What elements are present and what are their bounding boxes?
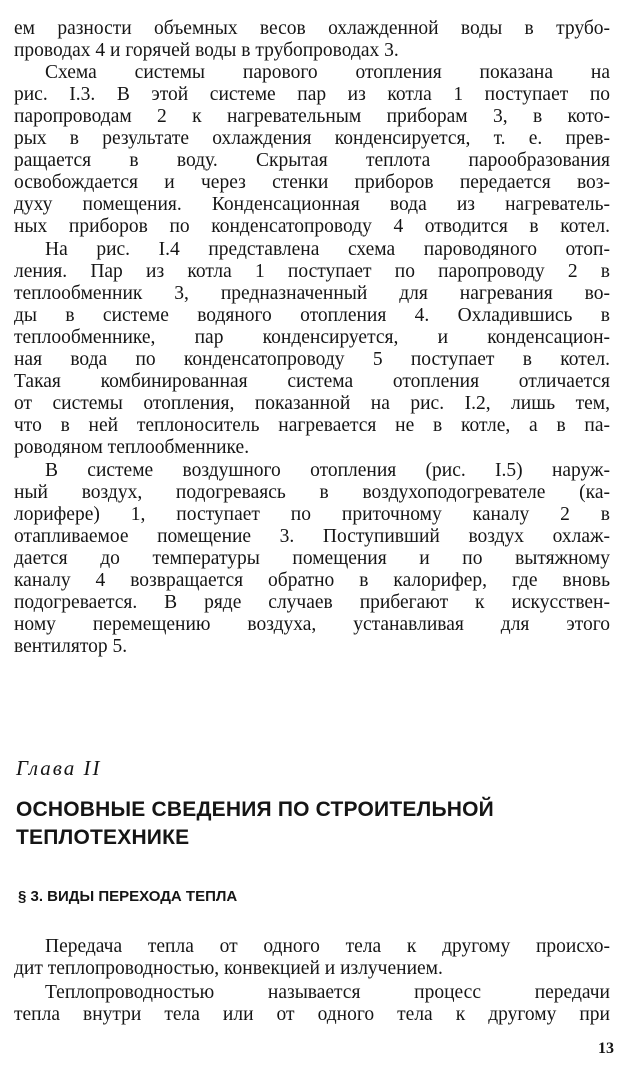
chapter-label: Глава II <box>16 756 102 780</box>
text-line: Теплопроводностью называется процесс передачи <box>45 982 610 1003</box>
text-line: каналу 4 возвращается обратно в калорифер, где вновь <box>14 570 610 591</box>
text-line: что в ней теплоноситель нагревается не в котле, а в па- <box>14 415 610 436</box>
chapter-title: ТЕПЛОТЕХНИКЕ <box>16 826 190 849</box>
text-line: тепла внутри тела или от одного тела к другому при <box>14 1004 610 1025</box>
text-line: ращается в воду. Скрытая теплота парообразования <box>14 150 610 171</box>
text-line: дит теплопроводностью, конвекцией и излучением. <box>14 958 443 979</box>
text-line: проводах 4 и горячей воды в трубопроводах 3. <box>14 40 399 61</box>
text-line: В системе воздушного отопления (рис. I.5) наруж- <box>45 460 610 481</box>
text-line: рых в результате охлаждения конденсируется, т. е. прев- <box>14 128 610 149</box>
text-line: ному перемещению воздуха, устанавливая для этого <box>14 614 610 635</box>
text-line: от системы отопления, показанной на рис. I.2, лишь тем, <box>14 393 610 414</box>
text-line: лорифере) 1, поступает по приточному каналу 2 в <box>14 504 610 525</box>
text-line: ем разности объемных весов охлажденной воды в трубо- <box>14 18 610 39</box>
text-line: освобождается и через стенки приборов передается воз- <box>14 172 610 193</box>
text-line: Такая комбинированная система отопления отличается <box>14 371 610 392</box>
text-line: отапливаемое помещение 3. Поступивший воздух охлаж- <box>14 526 610 547</box>
text-line: теплообменнике, пар конденсируется, и конденсацион- <box>14 327 610 348</box>
chapter-title: ОСНОВНЫЕ СВЕДЕНИЯ ПО СТРОИТЕЛЬНОЙ <box>16 798 494 821</box>
text-line: духу помещения. Конденсационная вода из нагреватель- <box>14 194 610 215</box>
page-number: 13 <box>598 1040 614 1057</box>
text-line: ная вода по конденсатопроводу 5 поступает в котел. <box>14 349 610 370</box>
text-line: ный воздух, подогреваясь в воздухоподогревателе (ка- <box>14 482 610 503</box>
text-line: ды в системе водяного отопления 4. Охладившись в <box>14 305 610 326</box>
text-line: ных приборов по конденсатопроводу 4 отводится в котел. <box>14 216 610 237</box>
text-line: подогревается. В ряде случаев прибегают к искусствен- <box>14 592 610 613</box>
text-line: паропроводам 2 к нагревательным приборам 3, в кото- <box>14 106 610 127</box>
text-line: рис. I.3. В этой системе пар из котла 1 поступает по <box>14 84 610 105</box>
text-line: ления. Пар из котла 1 поступает по паропроводу 2 в <box>14 261 610 282</box>
text-line: Схема системы парового отопления показана на <box>45 62 610 83</box>
text-line: теплообменник 3, предназначенный для нагревания во- <box>14 283 610 304</box>
text-line: дается до температуры помещения и по вытяжному <box>14 548 610 569</box>
text-line: Передача тепла от одного тела к другому происхо- <box>45 936 610 957</box>
text-line: На рис. I.4 представлена схема пароводяного отоп- <box>45 239 610 260</box>
text-line: вентилятор 5. <box>14 636 128 657</box>
text-line: роводяном теплообменнике. <box>14 437 250 458</box>
section-title: § 3. ВИДЫ ПЕРЕХОДА ТЕПЛА <box>18 888 238 905</box>
